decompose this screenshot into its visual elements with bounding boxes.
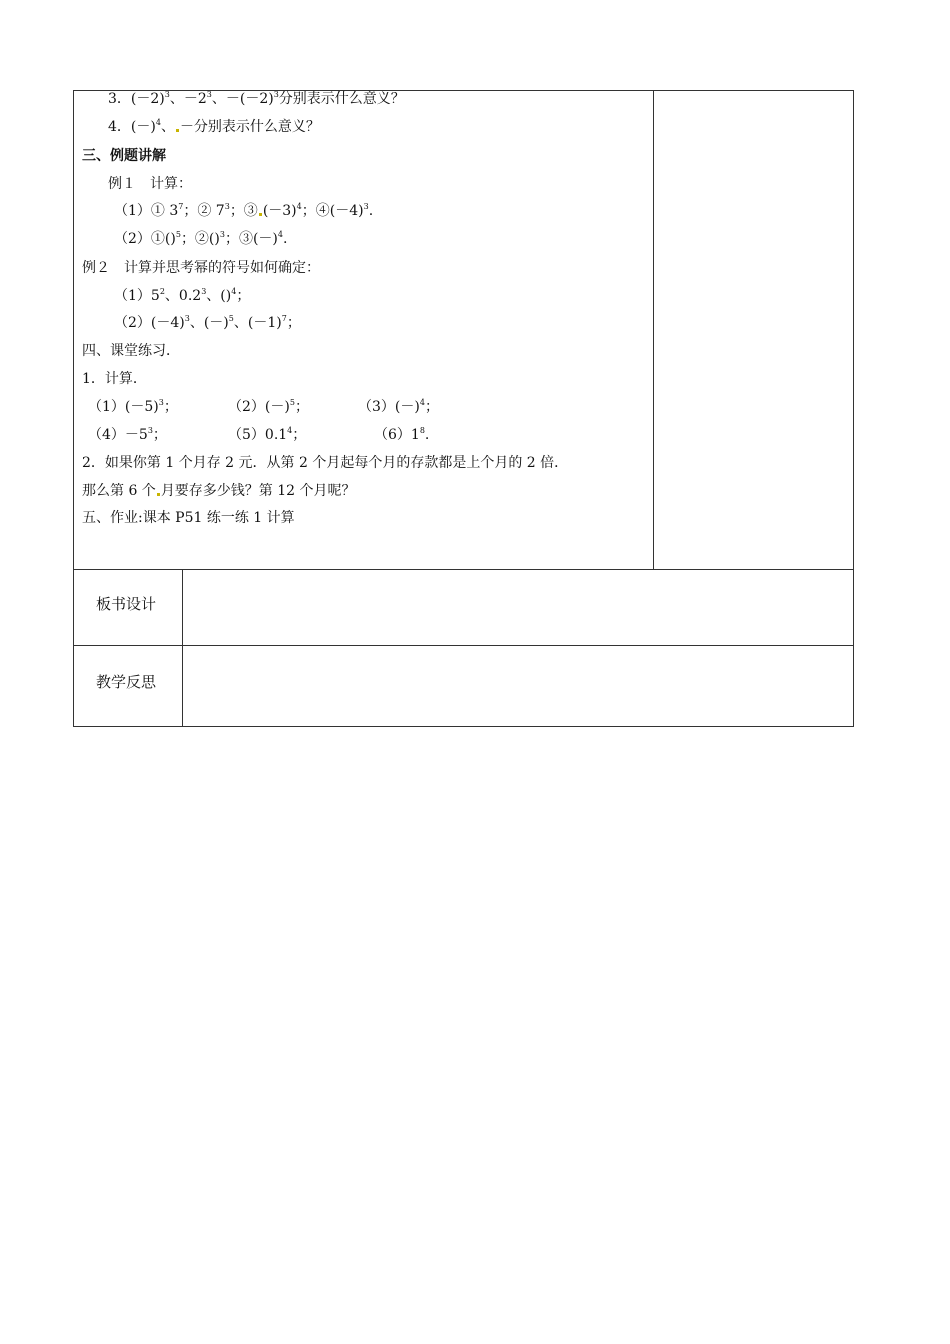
notes-column[interactable] xyxy=(655,92,852,568)
exercise-3: $(3)(-)^4$； xyxy=(358,398,439,415)
exercise-6: $(6)1^8$. xyxy=(374,426,430,443)
teaching-reflection-area[interactable] xyxy=(184,647,852,725)
example-2-part-1: $(1)5^2$、$0.2^3$、()$^4$； xyxy=(114,287,251,304)
exercise-1: $(1)(-5)^3$； xyxy=(88,398,178,415)
example-1-part-2: （2）①()$^5$；②()$^3$；$③(-)^4$. xyxy=(114,230,288,247)
marker-dot xyxy=(259,213,262,216)
practice-1-title: 1．计算． xyxy=(82,371,147,387)
exercise-4: $(4)-5^3$； xyxy=(88,426,167,443)
question-4: 4．$(-)^4$、 －分别表示什么意义？ xyxy=(108,118,320,135)
marker-dot xyxy=(176,129,179,132)
row-divider-1 xyxy=(73,569,854,570)
row-divider-2 xyxy=(73,645,854,646)
teaching-reflection-label: 教学反思 xyxy=(96,673,157,691)
section-heading-examples: 三、例题讲解 xyxy=(82,148,166,164)
marker-dot xyxy=(157,493,160,496)
exercise-5: $(5)0.1^4$； xyxy=(228,426,307,443)
practice-2-line-1: 2．如果你第 1 个月存 2 元．从第 2 个月起每个月的存款都是上个月的 2 倍． xyxy=(82,455,569,471)
section-heading-practice: 四、课堂练习． xyxy=(82,343,180,359)
question-3: 3．$(-2)^3$、$-2^3$、$-(-2)^3$分别表示什么意义？ xyxy=(108,90,405,107)
label-column-divider xyxy=(182,569,183,727)
example-1-title: 例１ 计算： xyxy=(108,176,192,192)
example-2-title: 例２ 计算并思考幂的符号如何确定： xyxy=(82,260,320,276)
practice-2-line-2: 那么第 6 个 月要存多少钱？第 12 个月呢？ xyxy=(82,483,356,499)
board-design-area[interactable] xyxy=(184,571,852,644)
example-1-part-1: （1）① $3^7$；② $7^3$；③ $(-3)^4$；$④(-4)^3$. xyxy=(114,202,374,219)
board-design-label: 板书设计 xyxy=(96,595,157,613)
example-2-part-2: $(2)(-4)^3$、$(-)^5$、$(-1)^7$； xyxy=(114,314,301,331)
content-notes-divider xyxy=(653,90,654,570)
exercise-2: $(2)(-)^5$； xyxy=(228,398,309,415)
homework-line: 五、作业:课本 P51 练一练 1 计算 xyxy=(82,510,295,526)
